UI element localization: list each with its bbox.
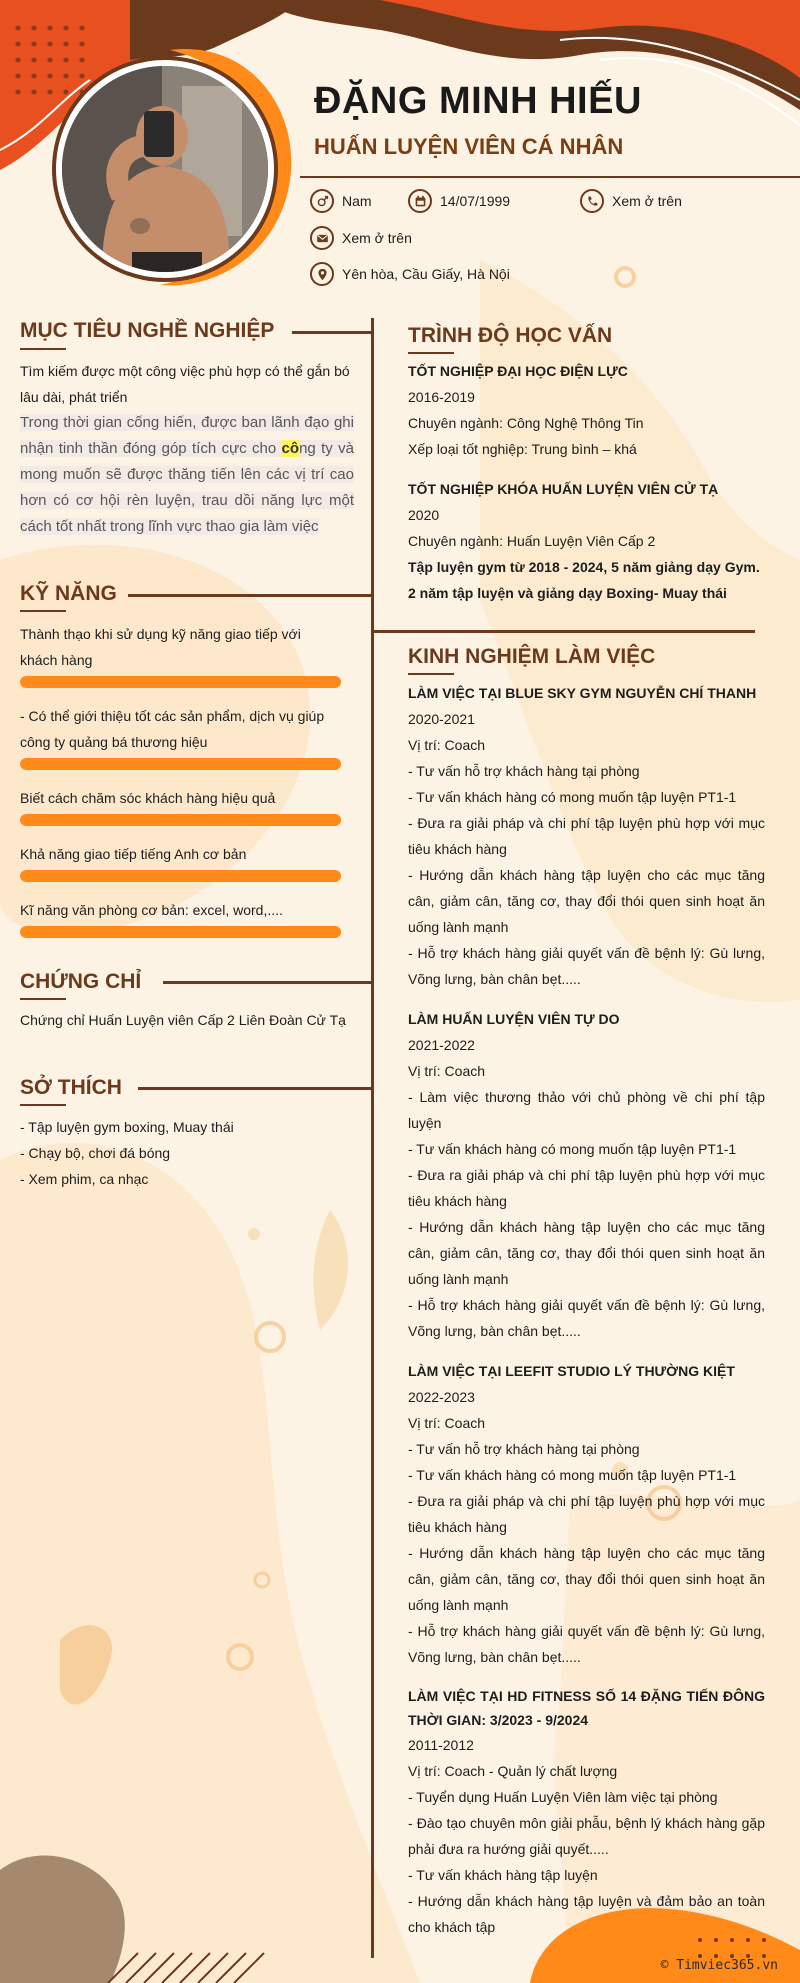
profile-photo — [56, 60, 274, 278]
edu-years-2: 2020 — [408, 507, 440, 523]
job-position-2: Vị trí: Coach — [408, 1063, 486, 1079]
job-duty: - Tư vấn khách hàng tập luyện — [408, 1867, 598, 1883]
hobbies-title: SỞ THÍCH — [20, 1076, 122, 1099]
certificates-rule — [163, 981, 374, 984]
job-company-2: LÀM HUẤN LUYỆN VIÊN TỰ DO — [408, 1011, 620, 1027]
job-duty: - Tư vấn hỗ trợ khách hàng tại phòng — [408, 763, 640, 779]
job-duty: - Hỗ trợ khách hàng giải quyết vấn đề bệnh lý: Gù lưng, Võng lưng, bàn chân bẹt..... — [408, 1623, 765, 1665]
job-duty: - Đưa ra giải pháp và chi phí tập luyện phù hợp với mục tiêu khách hàng — [408, 815, 765, 857]
edu-major-1: Chuyên ngành: Công Nghệ Thông Tin — [408, 415, 644, 431]
hobby-item-3: - Xem phim, ca nhạc — [20, 1171, 149, 1187]
education-underline — [408, 352, 454, 354]
skills-rule — [128, 594, 374, 597]
calendar-icon — [408, 189, 432, 213]
skill-fill-5 — [20, 926, 341, 938]
skill-bar-5 — [20, 926, 351, 938]
job-duty: - Hướng dẫn khách hàng tập luyện cho các mục tăng cân, giảm cân, tăng cơ, thay đổi thói quen sinh hoạt ăn uống lành mạnh — [408, 1219, 765, 1287]
gender-info — [310, 189, 372, 213]
phone-value: Xem ở trên — [612, 193, 682, 209]
objective-line1: Tìm kiếm được một công việc phù hợp có thể gắn bó lâu dài, phát triển — [20, 363, 350, 405]
job-title: HUẤN LUYỆN VIÊN CÁ NHÂN — [314, 134, 624, 159]
job-duty: - Hướng dẫn khách hàng tập luyện cho các mục tăng cân, giảm cân, tăng cơ, thay đổi thói quen sinh hoạt ăn uống lành mạnh — [408, 1545, 765, 1613]
job-duty: - Đào tạo chuyên môn giải phẫu, bệnh lý khách hàng gặp phải đưa ra hướng giải quyết..... — [408, 1815, 765, 1857]
job-duty: - Làm việc thương thảo với chủ phòng về chi phí tập luyện — [408, 1089, 765, 1131]
experience-underline — [408, 673, 454, 675]
gender-icon — [310, 189, 334, 213]
edu-years-1: 2016-2019 — [408, 389, 475, 405]
hobbies-rule — [138, 1087, 374, 1090]
certificate-text: Chứng chỉ Huấn Luyện viên Cấp 2 Liên Đoàn Cử Tạ — [20, 1012, 346, 1028]
phone-info — [580, 189, 682, 213]
hobby-item-2: - Chạy bộ, chơi đá bóng — [20, 1145, 171, 1161]
objective-text-before: Trong thời gian cống hiến, được ban lãnh đạo ghi nhận tinh thần đóng góp tích cực cho — [20, 414, 354, 457]
skill-fill-3 — [20, 814, 341, 826]
hobby-item-1: - Tập luyện gym boxing, Muay thái — [20, 1119, 234, 1135]
education-title: TRÌNH ĐỘ HỌC VẤN — [408, 324, 613, 347]
experience-title: KINH NGHIỆM LÀM VIỆC — [408, 645, 656, 668]
birthday-value: 14/07/1999 — [440, 193, 511, 209]
edu-grade-1: Xếp loại tốt nghiệp: Trung bình – khá — [408, 441, 637, 457]
gender-value: Nam — [342, 193, 372, 209]
location-pin-icon — [310, 262, 334, 286]
edu-school-1: TỐT NGHIỆP ĐẠI HỌC ĐIỆN LỰC — [408, 363, 628, 379]
skill-text-5: Kĩ năng văn phòng cơ bản: excel, word,.... — [20, 902, 283, 918]
objective-highlight: cô — [281, 440, 300, 457]
job-duty: - Tư vấn khách hàng có mong muốn tập luyện PT1-1 — [408, 789, 737, 805]
education-rule — [374, 630, 755, 633]
skill-text-4: Khả năng giao tiếp tiếng Anh cơ bản — [20, 846, 247, 862]
job-duty: - Tư vấn khách hàng có mong muốn tập luyện PT1-1 — [408, 1141, 737, 1157]
job-duty: - Tư vấn hỗ trợ khách hàng tại phòng — [408, 1441, 640, 1457]
skill-fill-4 — [20, 870, 341, 882]
objective-rule — [292, 331, 374, 334]
job-company-4: LÀM VIỆC TẠI HD FITNESS SỐ 14 ĐẶNG TIẾN ĐÔNG THỜI GIAN: 3/2023 - 9/2024 — [408, 1688, 765, 1728]
email-icon — [310, 226, 334, 250]
objective-underline — [20, 348, 66, 350]
job-years-4: 2011-2012 — [408, 1737, 474, 1753]
job-duty: - Đưa ra giải pháp và chi phí tập luyện phù hợp với mục tiêu khách hàng — [408, 1493, 765, 1535]
job-duty: - Tuyển dụng Huấn Luyện Viên làm việc tại phòng — [408, 1789, 718, 1805]
skills-title: KỸ NĂNG — [20, 582, 117, 605]
skill-text-3: Biết cách chăm sóc khách hàng hiệu quả — [20, 790, 276, 806]
job-duty: - Hỗ trợ khách hàng giải quyết vấn đề bệnh lý: Gù lưng, Võng lưng, bàn chân bẹt..... — [408, 1297, 765, 1339]
education-section — [408, 358, 765, 606]
person-avatar-icon — [62, 66, 268, 272]
skill-bar-3 — [20, 814, 351, 826]
skill-bar-4 — [20, 870, 351, 882]
objective-title: MỤC TIÊU NGHỀ NGHIỆP — [20, 319, 275, 342]
job-years-3: 2022-2023 — [408, 1389, 475, 1405]
skills-underline — [20, 610, 66, 612]
candidate-name: ĐẶNG MINH HIẾU — [314, 80, 642, 122]
certificates-title: CHỨNG CHỈ — [20, 970, 142, 993]
skill-fill-1 — [20, 676, 341, 688]
edu-note-1: Tập luyện gym từ 2018 - 2024, 5 năm giảng dạy Gym. — [408, 559, 760, 575]
job-duty: - Hướng dẫn khách hàng tập luyện cho các mục tăng cân, giảm cân, tăng cơ, thay đổi thói quen sinh hoạt ăn uống lành mạnh — [408, 867, 765, 935]
skill-fill-2 — [20, 758, 341, 770]
skill-bar-1 — [20, 676, 351, 688]
job-company-3: LÀM VIỆC TẠI LEEFIT STUDIO LÝ THƯỜNG KIỆT — [408, 1363, 735, 1379]
job-duty: - Hướng dẫn khách hàng tập luyện và đảm bảo an toàn cho khách tập — [408, 1893, 765, 1935]
job-years-1: 2020-2021 — [408, 711, 475, 727]
certificates-underline — [20, 998, 66, 1000]
objective-text-after: ng ty và mong muốn sẽ được thăng tiến lên các vị trí cao hơn có cơ hội rèn luyện, trau dồi năng lực một cách tốt nhất trong lĩnh vực thao gia làm việc — [20, 440, 355, 535]
edu-major-2: Chuyên ngành: Huấn Luyện Viên Cấp 2 — [408, 533, 656, 549]
job-position-3: Vị trí: Coach — [408, 1415, 486, 1431]
experience-section — [408, 680, 765, 1940]
birthday-info — [408, 189, 510, 213]
email-value: Xem ở trên — [342, 230, 412, 246]
header-divider — [300, 176, 800, 178]
email-info — [310, 226, 412, 250]
address-value: Yên hòa, Cầu Giấy, Hà Nội — [342, 266, 510, 282]
phone-icon — [580, 189, 604, 213]
objective-line2 — [20, 410, 354, 540]
job-duty: - Đưa ra giải pháp và chi phí tập luyện phù hợp với mục tiêu khách hàng — [408, 1167, 765, 1209]
skill-bar-2 — [20, 758, 351, 770]
job-position-4: Vị trí: Coach - Quản lý chất lượng — [408, 1763, 618, 1779]
watermark: © Timviec365.vn — [660, 1958, 778, 1973]
skill-text-2: - Có thể giới thiệu tốt các sản phẩm, dịch vụ giúp công ty quảng bá thương hiệu — [20, 708, 325, 750]
hobbies-underline — [20, 1104, 66, 1106]
address-info — [310, 262, 510, 286]
job-position-1: Vị trí: Coach — [408, 737, 486, 753]
job-duty: - Tư vấn khách hàng có mong muốn tập luyện PT1-1 — [408, 1467, 737, 1483]
job-company-1: LÀM VIỆC TẠI BLUE SKY GYM NGUYỄN CHÍ THANH — [408, 685, 757, 701]
edu-note-2: 2 năm tập luyện và giảng dạy Boxing- Muay thái — [408, 585, 727, 601]
edu-school-2: TỐT NGHIỆP KHÓA HUẤN LUYỆN VIÊN CỬ TẠ — [408, 481, 719, 497]
column-divider — [371, 318, 374, 1958]
job-duty: - Hỗ trợ khách hàng giải quyết vấn đề bệnh lý: Gù lưng, Võng lưng, bàn chân bẹt..... — [408, 945, 765, 987]
skill-text-1: Thành thạo khi sử dụng kỹ năng giao tiếp với khách hàng — [20, 626, 301, 668]
job-years-2: 2021-2022 — [408, 1037, 475, 1053]
